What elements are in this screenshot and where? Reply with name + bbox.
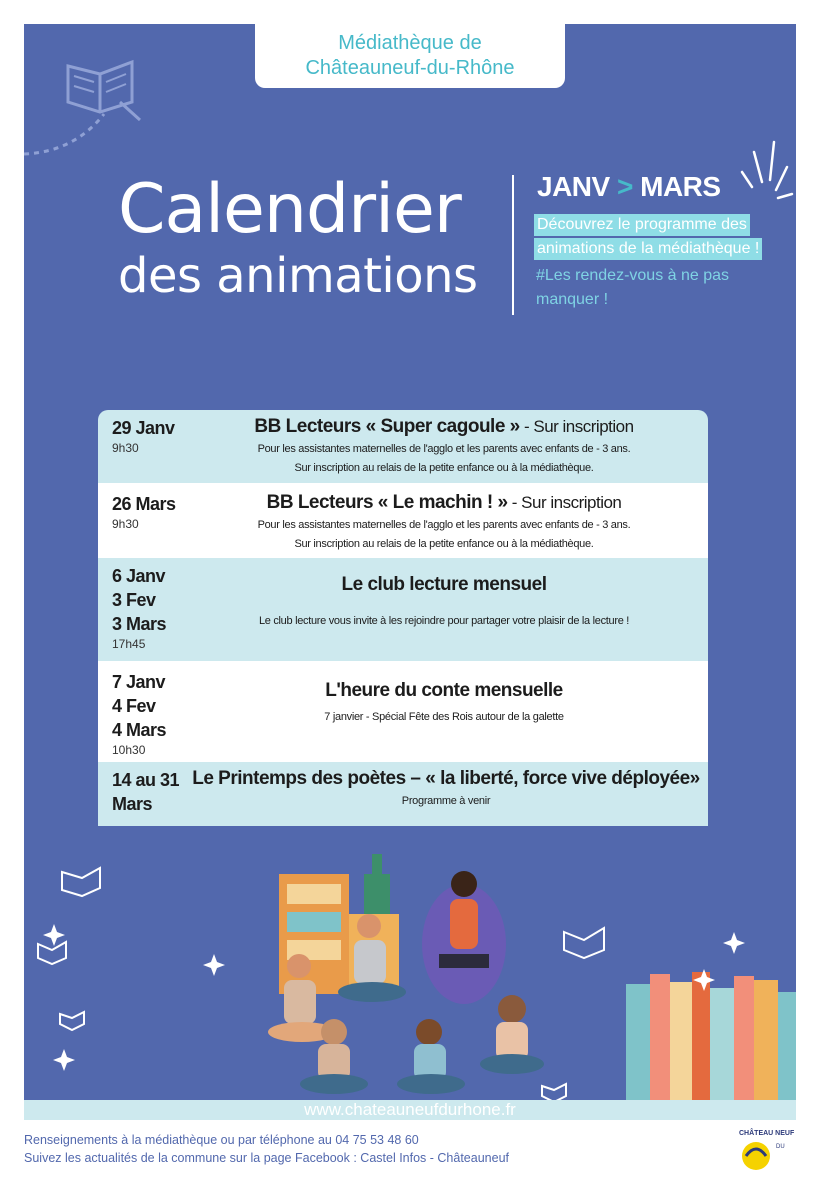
title-line2: des animations [118,248,478,304]
spark-lines-decoration [732,132,792,212]
event-date-line: 29 Janv [112,418,175,438]
event-title [188,490,700,516]
event-time: 10h30 [112,743,146,757]
title-divider [512,175,514,315]
event-content [188,490,700,554]
event-title-suffix: - Sur inscription [519,417,634,436]
sparkles-decoration [24,854,796,1104]
event-content [188,678,700,727]
event-row [98,664,708,762]
event-description: Sur inscription au relais de la petite enfance ou à la médiathèque. [294,462,594,474]
intro-line1: Découvrez le programme des [534,214,750,236]
library-name-line1: Médiathèque de [338,32,482,54]
event-date-line: 6 Janv [112,566,166,586]
title-line1: Calendrier [118,170,461,249]
event-description: Pour les assistantes maternelles de l'agglo et les parents avec enfants de - 3 ans. [257,519,631,531]
event-row [98,558,708,664]
event-date-line: 4 Mars [112,720,167,740]
event-row [98,486,708,558]
event-title-text: BB Lecteurs « Super cagoule » [254,416,520,437]
event-date [112,768,192,816]
event-description: 7 janvier - Spécial Fête des Rois autour de la galette [324,711,564,723]
event-date [112,564,192,652]
event-title-text: BB Lecteurs « Le machin ! » [266,492,508,513]
footer [24,1131,509,1167]
website-link[interactable]: www.chateauneufdurhone.fr [24,1100,796,1120]
footer-facebook: Suivez les actualités de la commune sur la page Facebook : Castel Infos - Châteauneuf [24,1151,509,1165]
event-content [192,766,700,811]
event-description: Le club lecture vous invite à les rejoindre pour partager votre plaisir de la lecture ! [258,615,630,627]
event-title [188,678,700,704]
event-row [98,762,708,826]
event-date-line: 7 Janv [112,672,166,692]
svg-text:CHÂTEAU NEUF: CHÂTEAU NEUF [739,1130,795,1137]
event-date [112,670,192,758]
event-row [98,410,708,486]
footer-contact: Renseignements à la médiathèque ou par téléphone au 04 75 53 48 60 [24,1133,419,1147]
event-title [188,414,700,440]
svg-text:DU: DU [776,1144,785,1150]
event-time: 9h30 [112,517,139,531]
event-description: Sur inscription au relais de la petite enfance ou à la médiathèque. [294,538,594,550]
event-description: Programme à venir [401,795,491,807]
period-end: MARS [640,171,721,202]
event-date-line: 14 au 31 [112,770,180,790]
event-date-line: 4 Fev [112,696,156,716]
event-description: Pour les assistantes maternelles de l'agglo et les parents avec enfants de - 3 ans. [257,443,631,455]
event-title-text: Le Printemps des poètes – « la liberté, force vive déployée» [192,768,700,789]
period-label [537,171,721,203]
dashed-curve-decoration [24,104,124,164]
event-time: 17h45 [112,637,146,651]
event-content [188,572,700,631]
page-title [118,172,478,304]
event-content [188,414,700,478]
period-arrow: > [616,171,633,202]
event-title-text: L'heure du conte mensuelle [325,680,563,701]
event-date-line: Mars [112,794,153,814]
intro-highlight [534,214,762,262]
event-date [112,492,192,532]
event-title [192,766,700,792]
event-time: 9h30 [112,441,139,455]
library-name-header [255,24,565,88]
event-date-line: 26 Mars [112,494,176,514]
event-title-text: Le club lecture mensuel [341,574,547,595]
event-title [188,572,700,598]
events-table [98,410,708,826]
event-date [112,416,192,456]
event-date-line: 3 Mars [112,614,167,634]
library-name-line2: Châteauneuf-du-Rhône [305,57,515,79]
event-title-suffix: - Sur inscription [507,493,622,512]
town-logo [738,1126,795,1176]
period-start: JANV [537,171,610,202]
intro-line2: animations de la médiathèque ! [534,238,762,260]
intro-hashtag: #Les rendez-vous à ne pas manquer ! [536,267,730,308]
event-date-line: 3 Fev [112,590,156,610]
